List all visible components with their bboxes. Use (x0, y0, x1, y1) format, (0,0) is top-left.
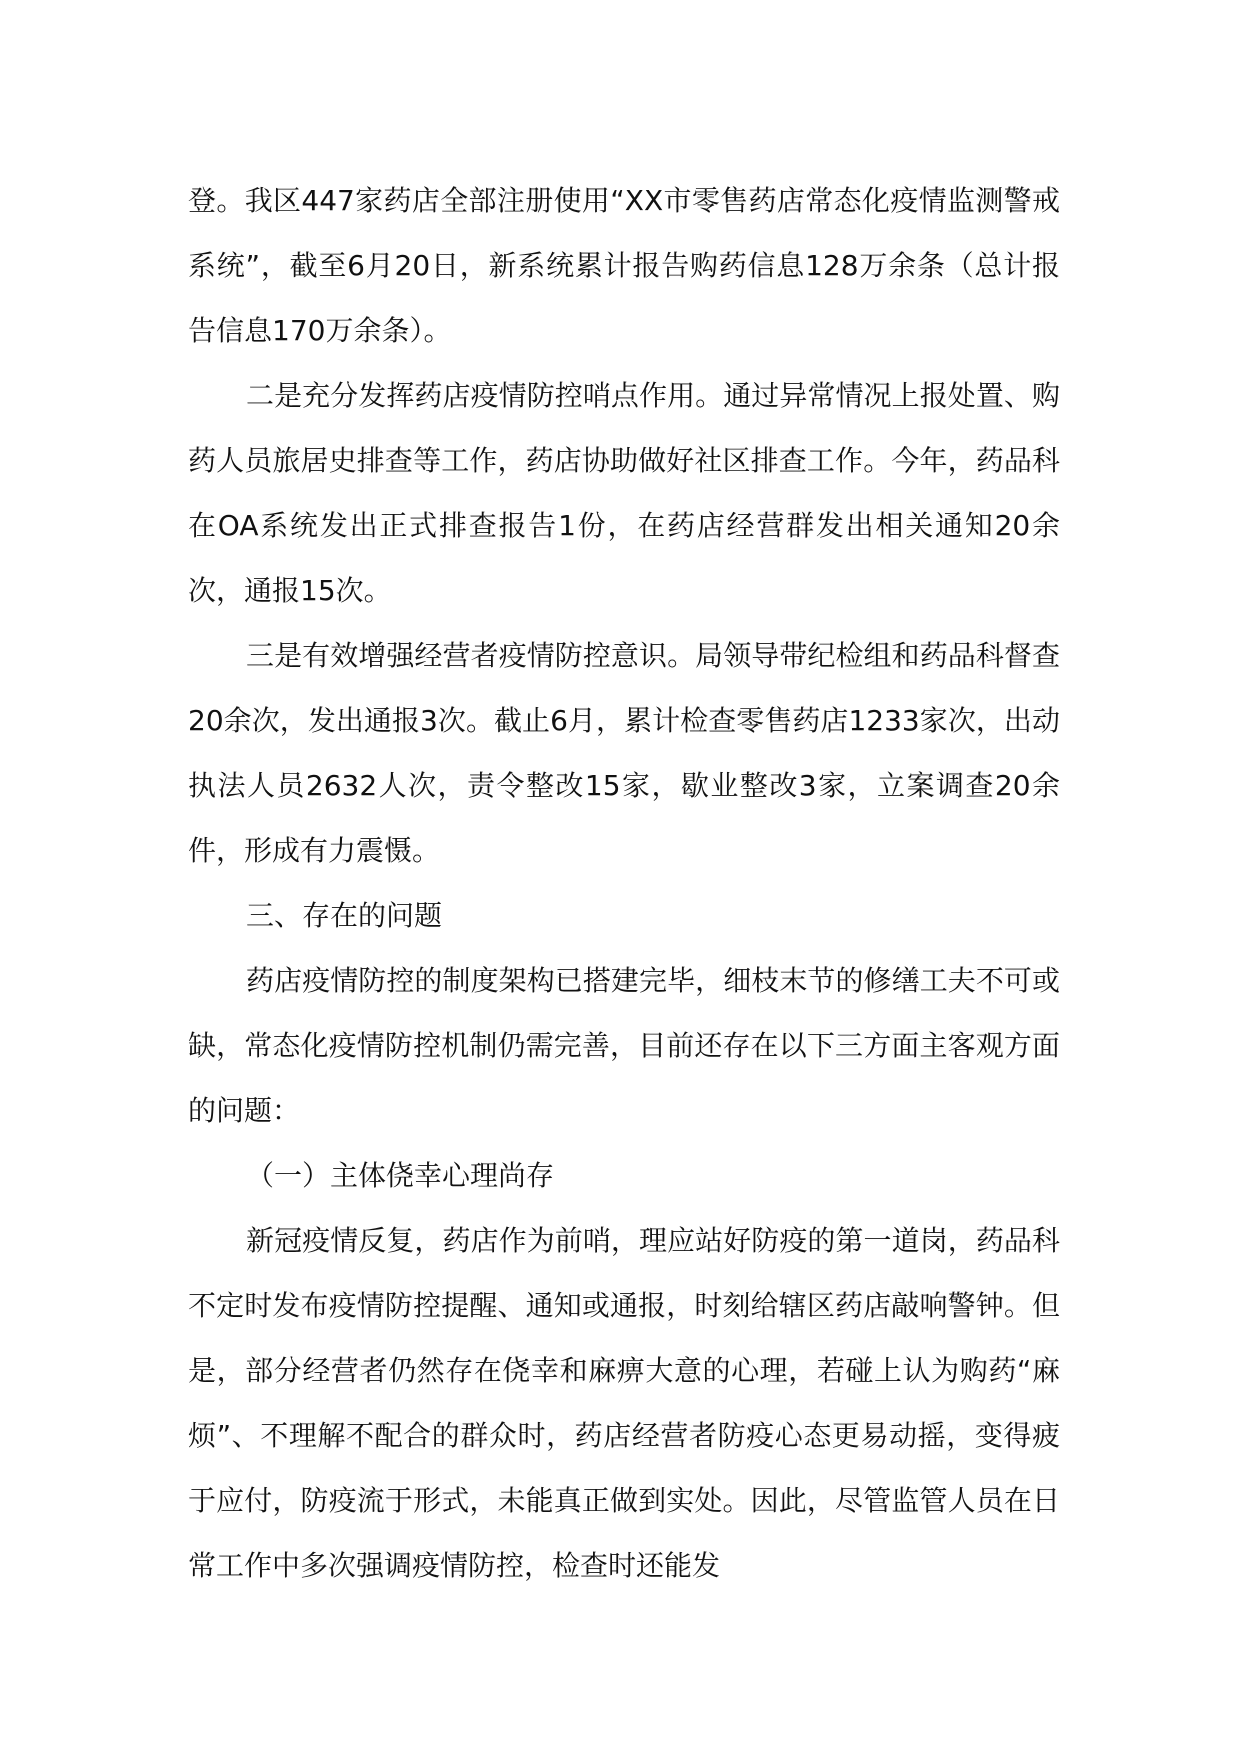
paragraph-pharmacy-sentinel: 二是充分发挥药店疫情防控哨点作用。通过异常情况上报处置、购药人员旅居史排查等工作，药店协助做好社区排查工作。今年，药品科在OA系统发出正式排查报告1份，在药店经营群发出相关通知20余次，通报15次。 (188, 379, 1060, 607)
paragraph-operator-awareness: 三是有效增强经营者疫情防控意识。局领导带纪检组和药品科督查20余次，发出通报3次。截止6月，累计检查零售药店1233家次，出动执法人员2632人次，责令整改15家，歇业整改3家，立案调查20余件，形成有力震慑。 (188, 639, 1060, 867)
body-text (188, 168, 1060, 1598)
subheading-luck-mentality: （一）主体侥幸心理尚存 (246, 1159, 555, 1192)
paragraph-continuation: 登。我区447家药店全部注册使用“XX市零售药店常态化疫情监测警戒系统”，截至6月20日，新系统累计报告购药信息128万余条（总计报告信息170万余条）。 (188, 184, 1060, 347)
paragraph-problems-intro: 药店疫情防控的制度架构已搭建完毕，细枝末节的修缮工夫不可或缺，常态化疫情防控机制仍需完善，目前还存在以下三方面主客观方面的问题： (188, 964, 1060, 1127)
section-heading-problems: 三、存在的问题 (246, 899, 443, 932)
paragraph-luck-mentality: 新冠疫情反复，药店作为前哨，理应站好防疫的第一道岗，药品科不定时发布疫情防控提醒、通知或通报，时刻给辖区药店敲响警钟。但是，部分经营者仍然存在侥幸和麻痹大意的心理，若碰上认为购药“麻烦”、不理解不配合的群众时，药店经营者防疫心态更易动摇，变得疲于应付，防疫流于形式，未能真正做到实处。因此，尽管监管人员在日常工作中多次强调疫情防控，检查时还能发 (188, 1224, 1060, 1582)
